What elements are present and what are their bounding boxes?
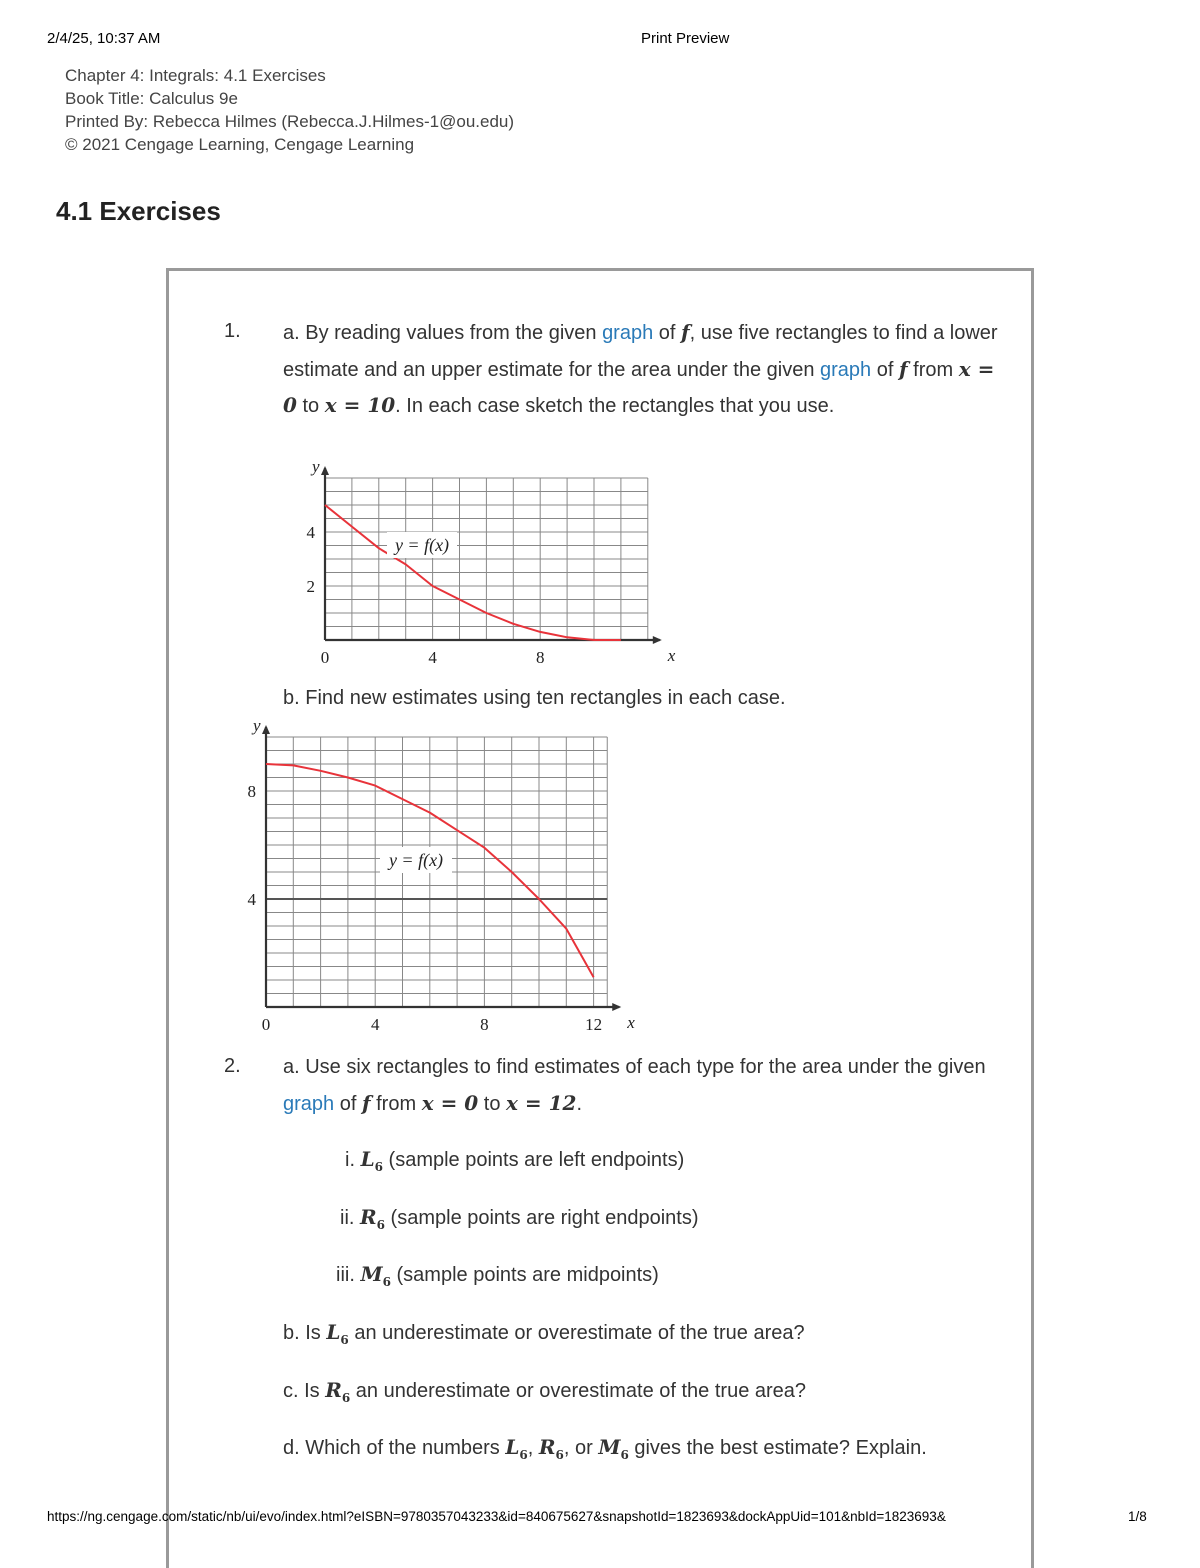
math-x-from: x = 0 — [283, 356, 995, 417]
q1a-text-7: . In each case sketch the rectangles that you use. — [395, 395, 835, 417]
item-text: (sample points are left endpoints) — [382, 1149, 685, 1171]
x-axis-arrow — [653, 636, 662, 644]
question-2b-text — [283, 1315, 805, 1359]
q1a-text-1: a. By reading values from the given — [283, 322, 603, 344]
q1a-text-3: , use five rectangles to find a lower estimate and an upper estimate for the area under the given — [283, 322, 998, 381]
item-text: (sample points are midpoints) — [390, 1264, 659, 1286]
print-preview-title: Print Preview — [641, 30, 730, 47]
y-tick-label: 4 — [247, 890, 256, 909]
graph-2 — [240, 716, 640, 1035]
math-M6: $M_6$ — [598, 1435, 629, 1462]
q2-item-iii — [336, 1257, 659, 1301]
q1a-text-5: from — [907, 358, 959, 381]
y-tick-label: 4 — [306, 523, 315, 542]
graph-link[interactable]: graph — [820, 358, 872, 381]
q2-item-i — [345, 1142, 684, 1186]
book-title-line: Book Title: Calculus 9e — [65, 89, 238, 108]
copyright-line: © 2021 Cengage Learning, Cengage Learning — [65, 135, 415, 154]
math-R6: $R_6$ — [538, 1435, 564, 1462]
q2d-post: gives the best estimate? Explain. — [628, 1437, 927, 1459]
q2a-text-3: from — [370, 1092, 422, 1115]
q2c-post: an underestimate or overestimate of the true area? — [350, 1380, 807, 1402]
question-2c-text — [283, 1373, 806, 1417]
graph-link[interactable]: graph — [602, 322, 654, 344]
q1a-text-6: to — [296, 395, 325, 417]
y-axis-label: y — [253, 716, 261, 735]
item-marker: iii. — [336, 1264, 355, 1286]
x-tick-label: 4 — [428, 648, 437, 667]
math-M6: $M_6$ — [360, 1262, 391, 1289]
curve-label: y = f(x) — [394, 535, 450, 555]
y-tick-label: 2 — [306, 577, 315, 596]
document-meta — [65, 64, 514, 156]
or-text: , or — [563, 1437, 599, 1459]
q2-item-ii — [340, 1200, 699, 1244]
section-title: 4.1 Exercises — [56, 196, 221, 226]
item-marker: i. — [345, 1149, 355, 1171]
q2a-text-1: a. Use six rectangles to find estimates of each type for the area under the given — [283, 1056, 986, 1078]
x-tick-label: 0 — [261, 1015, 271, 1034]
math-x-from: x = 0 — [421, 1090, 479, 1115]
y-axis-label: y — [312, 457, 320, 476]
question-1a-text — [283, 315, 1013, 425]
x-tick-label: 8 — [480, 1015, 489, 1034]
printed-by-line: Printed By: Rebecca Hilmes (Rebecca.J.Hilmes-1@ou.edu) — [65, 112, 515, 131]
page-url: https://ng.cengage.com/static/nb/ui/evo/index.html?eISBN=9780357043233&id=840675627&snapshotId=1823693&dockAppUid=101&nbId=1823693& — [47, 1509, 946, 1524]
chapter-line: Chapter 4: Integrals: 4.1 Exercises — [65, 66, 326, 85]
x-tick-label: 8 — [535, 648, 545, 667]
math-R6: $R_6$ — [325, 1378, 351, 1405]
q2a-text-5: . — [576, 1092, 583, 1115]
math-L6: $L_6$ — [360, 1147, 383, 1174]
math-f: f — [681, 320, 690, 344]
math-R6: $R_6$ — [360, 1205, 385, 1232]
question-1b-text: b. Find new estimates using ten rectangles in each case. — [283, 687, 786, 709]
q2c-pre: c. Is — [283, 1380, 326, 1402]
x-tick-label: 4 — [370, 1015, 380, 1034]
x-tick-label: 12 — [585, 1015, 603, 1034]
question-1-number: 1. — [224, 320, 241, 342]
math-f: f — [898, 356, 908, 381]
q2d-pre: d. Which of the numbers — [283, 1437, 506, 1459]
x-axis-arrow — [612, 1003, 621, 1011]
math-f: f — [361, 1090, 371, 1115]
q2b-post: an underestimate or overestimate of the true area? — [348, 1322, 805, 1344]
q2b-pre: b. Is — [283, 1322, 327, 1344]
print-datetime: 2/4/25, 10:37 AM — [47, 30, 161, 47]
x-tick-label: 0 — [320, 648, 330, 667]
page-number: 1/8 — [1128, 1509, 1147, 1524]
graph-1 — [295, 457, 676, 670]
q1a-text-4: of — [871, 358, 899, 381]
q2a-text-4: to — [478, 1092, 507, 1115]
math-L6: $L_6$ — [326, 1320, 349, 1347]
question-2d-text — [283, 1430, 927, 1474]
item-marker: ii. — [340, 1207, 355, 1229]
math-x-to: x = 12 — [506, 1090, 577, 1115]
question-2-number: 2. — [224, 1055, 241, 1077]
math-x-to: x = 10 — [324, 393, 396, 417]
comma: , — [527, 1437, 539, 1459]
item-text: (sample points are right endpoints) — [385, 1207, 699, 1229]
math-L6: $L_6$ — [505, 1435, 528, 1462]
q1a-text-2: of — [653, 322, 682, 344]
x-axis-label: x — [667, 646, 676, 665]
y-tick-label: 8 — [247, 782, 256, 801]
curve-label: y = f(x) — [388, 850, 444, 870]
q2a-text-2: of — [334, 1092, 362, 1115]
question-2a-text — [283, 1050, 1013, 1122]
graph-link[interactable]: graph — [283, 1092, 335, 1115]
x-axis-label: x — [627, 1013, 635, 1032]
